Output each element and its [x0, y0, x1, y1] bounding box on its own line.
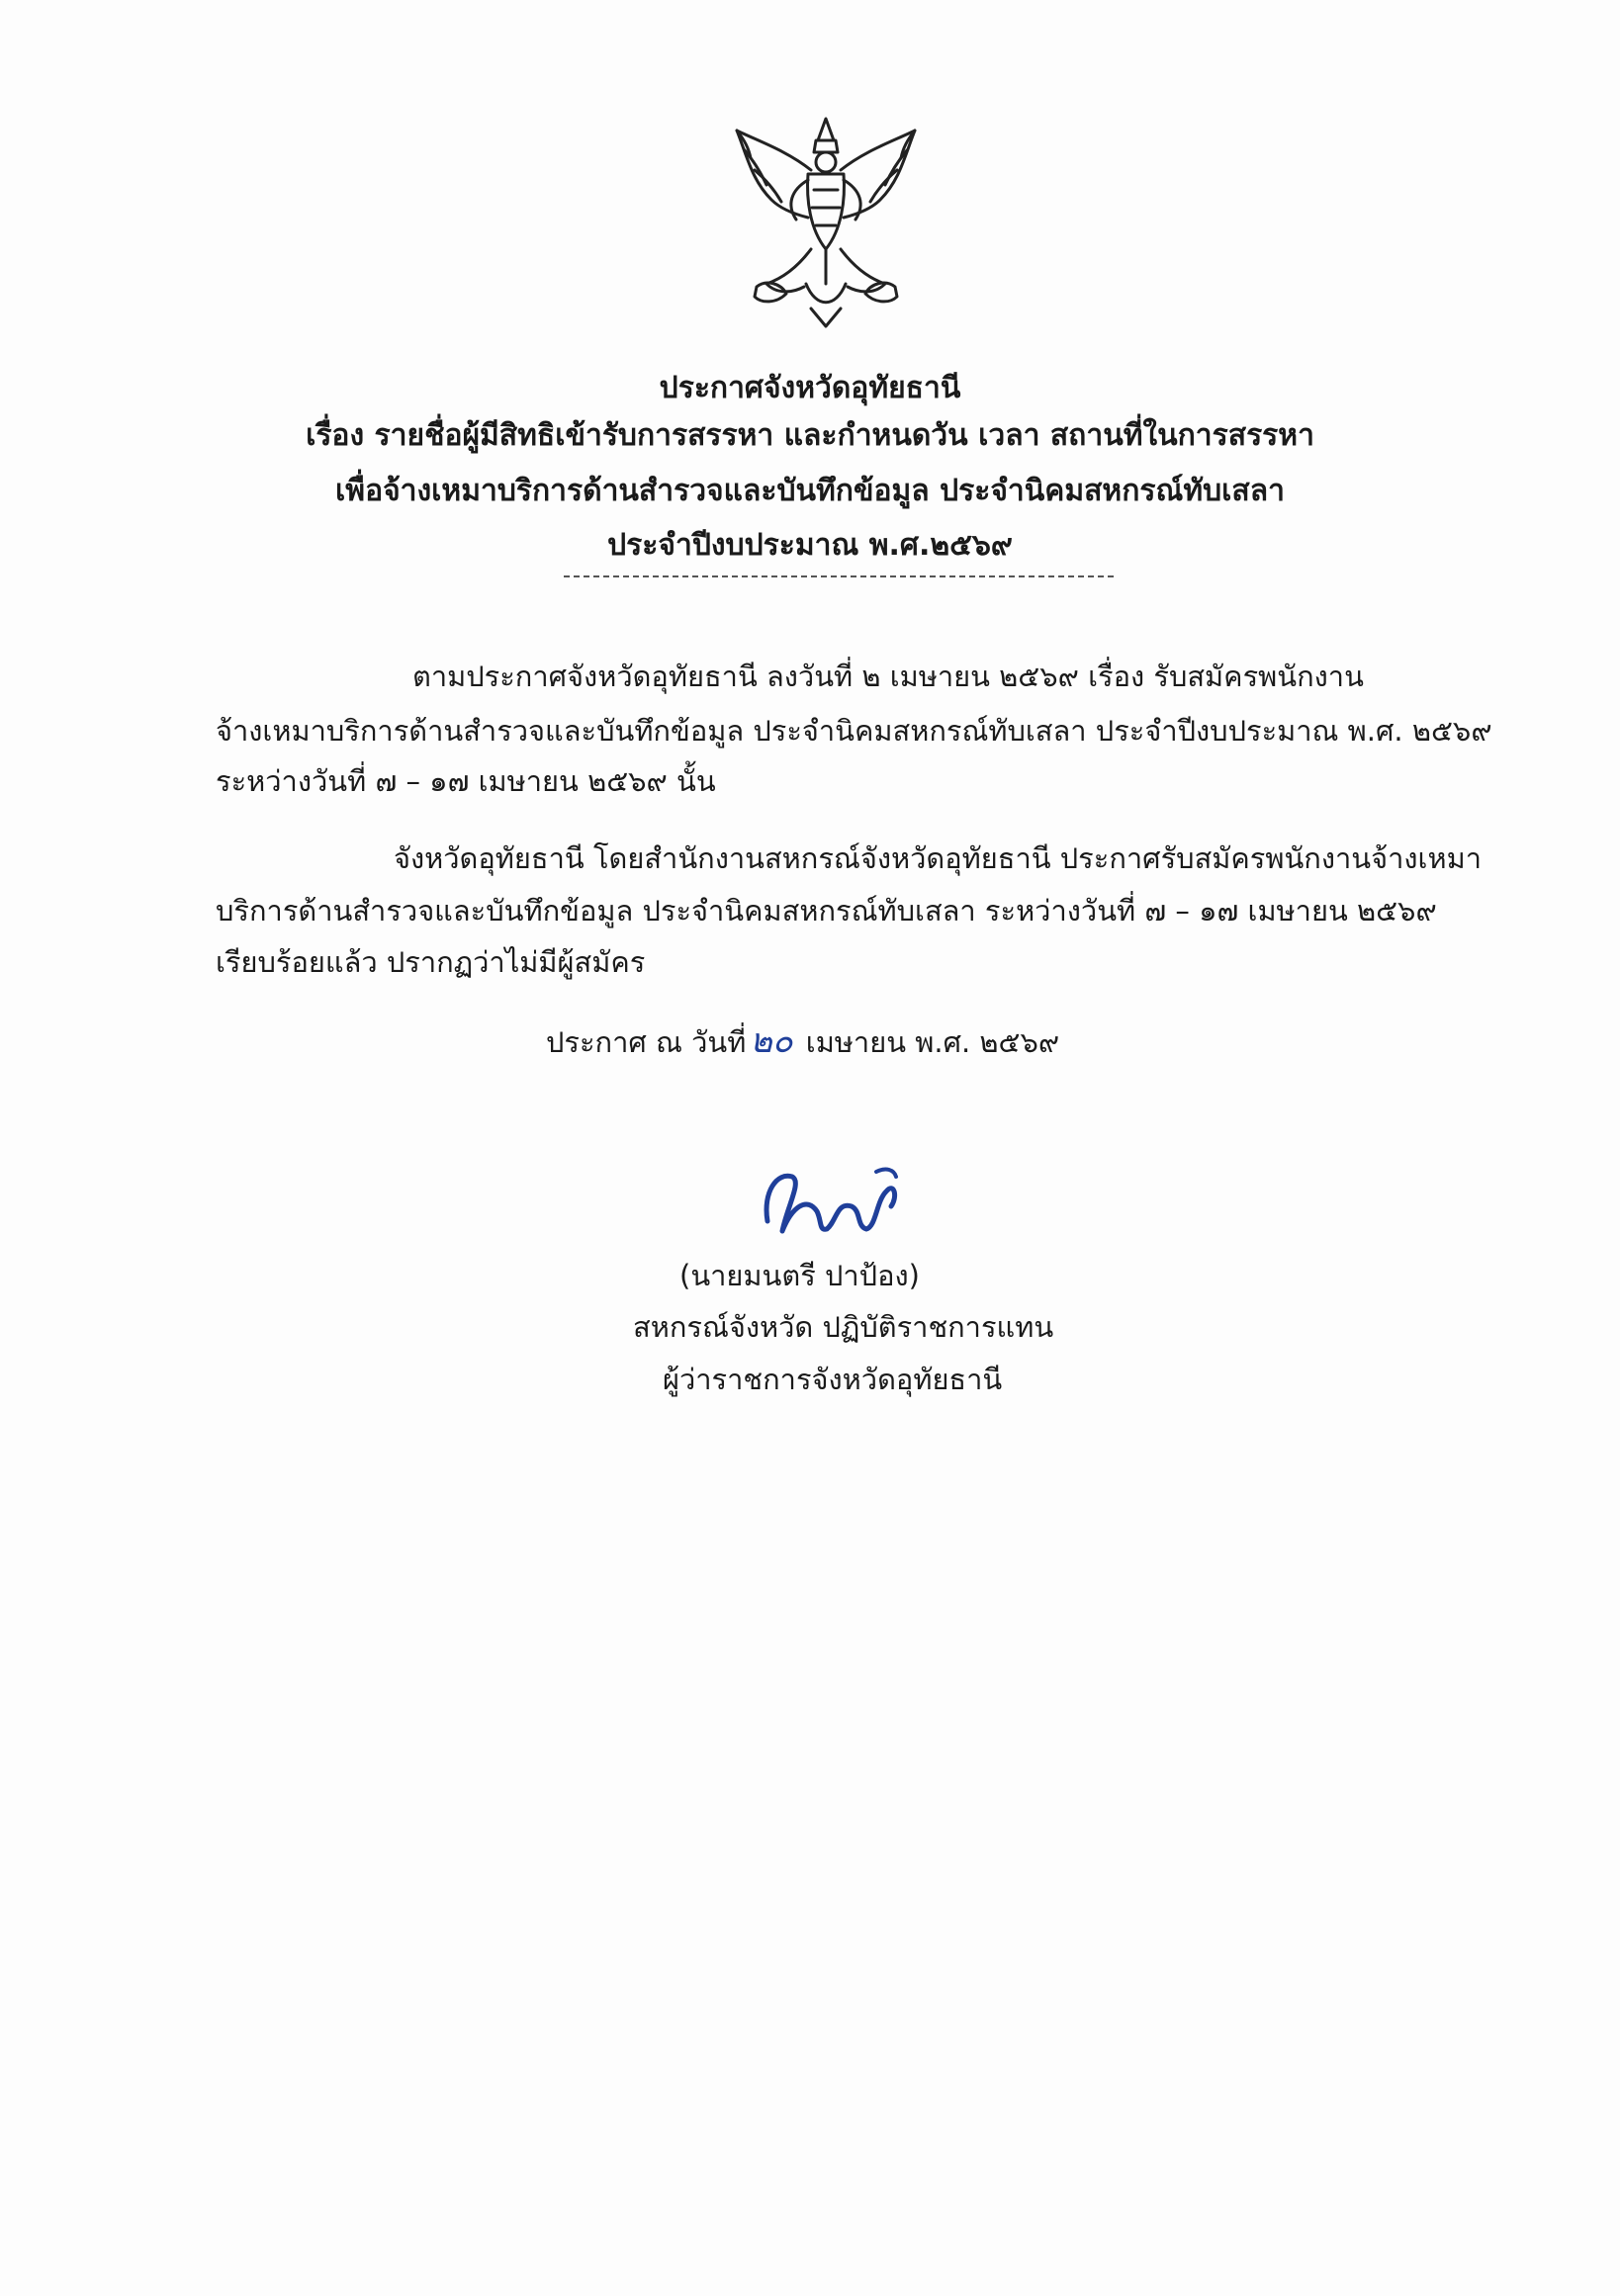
paragraph2-line2: บริการด้านสำรวจและบันทึกข้อมูล ประจำนิคมสหกรณ์ทับเสลา ระหว่างวันที่ ๗ – ๑๗ เมษายน ๒๕๖๙	[216, 894, 1437, 927]
paragraph1-line2: จ้างเหมาบริการด้านสำรวจและบันทึกข้อมูล ประจำนิคมสหกรณ์ทับเสลา ประจำปีงบประมาณ พ.ศ. ๒๕๖๙	[216, 714, 1492, 748]
paragraph1-line1: ตามประกาศจังหวัดอุทัยธานี ลงวันที่ ๒ เมษายน ๒๕๖๙ เรื่อง รับสมัครพนักงาน	[412, 660, 1364, 693]
paragraph1-line3: ระหว่างวันที่ ๗ – ๑๗ เมษายน ๒๕๖๙ นั้น	[216, 764, 716, 798]
paragraph2-line3: เรียบร้อยแล้ว ปรากฏว่าไม่มีผู้สมัคร	[216, 945, 646, 979]
signatory-position-on-behalf: ผู้ว่าราชการจังหวัดอุทัยธานี	[663, 1363, 1003, 1396]
date-day-handwritten: ๒๐	[750, 1021, 793, 1061]
announcement-date	[546, 1021, 1059, 1062]
title-divider	[564, 575, 1114, 577]
announcement-subject-cont: เพื่อจ้างเหมาบริการด้านสำรวจและบันทึกข้อมูล ประจำนิคมสหกรณ์ทับเสลา	[335, 474, 1285, 508]
announcement-title: ประกาศจังหวัดอุทัยธานี	[659, 371, 961, 405]
signatory-position: สหกรณ์จังหวัด ปฏิบัติราชการแทน	[633, 1310, 1054, 1344]
date-prefix: ประกาศ ณ วันที่	[546, 1025, 747, 1059]
date-suffix: เมษายน พ.ศ. ๒๕๖๙	[796, 1025, 1060, 1059]
announcement-fiscal-year: ประจำปีงบประมาณ พ.ศ.๒๕๖๙	[607, 528, 1013, 563]
signatory-name: (นายมนตรี ปาป้อง)	[679, 1259, 920, 1292]
garuda-emblem-icon	[727, 111, 925, 330]
announcement-subject: เรื่อง รายชื่อผู้มีสิทธิเข้ารับการสรรหา และกำหนดวัน เวลา สถานที่ในการสรรหา	[306, 418, 1314, 453]
handwritten-signature	[748, 1152, 916, 1251]
paragraph2-line1: จังหวัดอุทัยธานี โดยสำนักงานสหกรณ์จังหวัดอุทัยธานี ประกาศรับสมัครพนักงานจ้างเหมา	[394, 841, 1482, 875]
